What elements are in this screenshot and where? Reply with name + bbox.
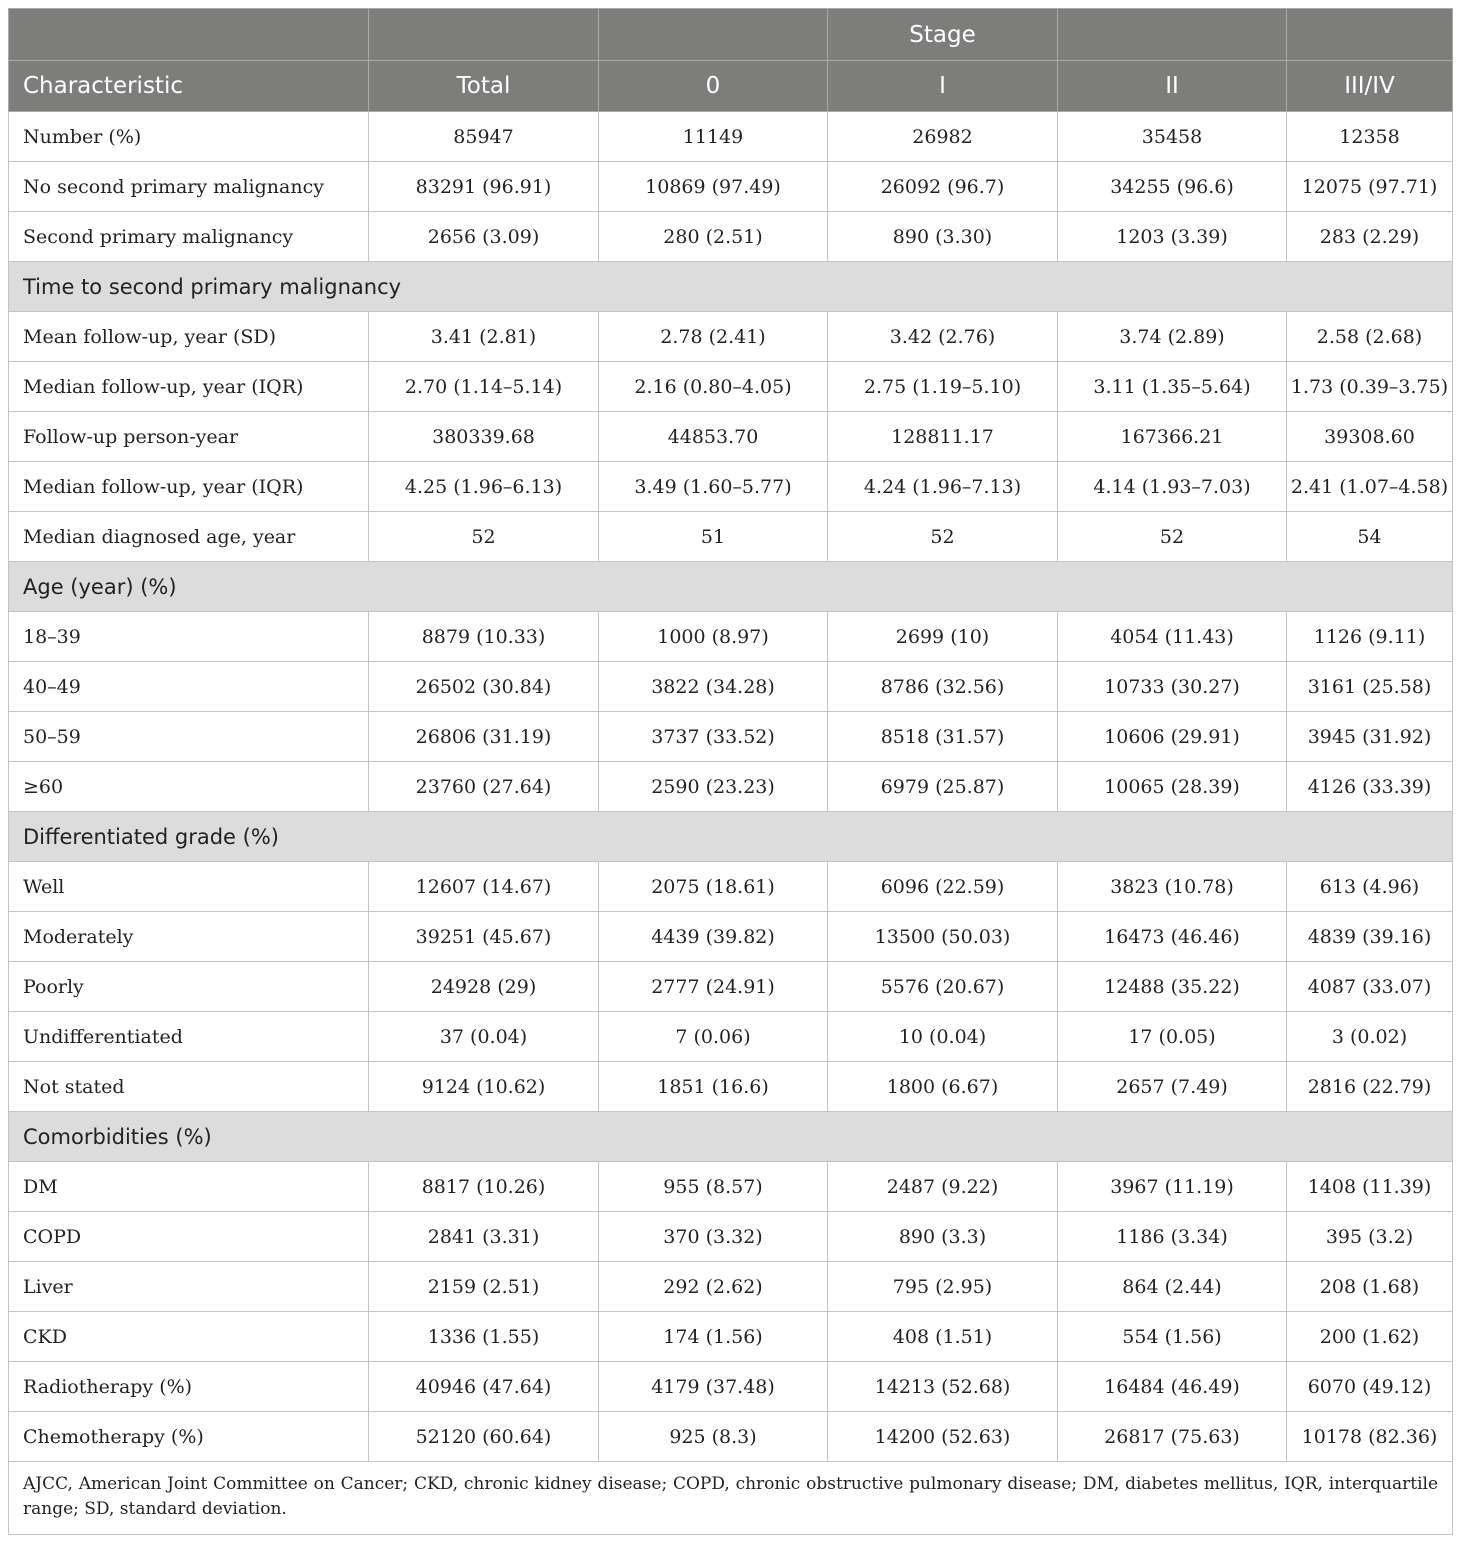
table-cell: 12075 (97.71) — [1287, 162, 1453, 212]
table-cell: 4126 (33.39) — [1287, 762, 1453, 812]
table-cell: 54 — [1287, 512, 1453, 562]
table-cell: 3945 (31.92) — [1287, 712, 1453, 762]
table-cell: 2777 (24.91) — [599, 962, 828, 1012]
table-body — [9, 112, 1453, 1462]
row-label: COPD — [9, 1212, 369, 1262]
row-label: 50–59 — [9, 712, 369, 762]
table-cell: 925 (8.3) — [599, 1412, 828, 1462]
table-cell: 52 — [828, 512, 1058, 562]
row-label: Chemotherapy (%) — [9, 1412, 369, 1462]
table-cell: 26806 (31.19) — [369, 712, 599, 762]
table-cell: 292 (2.62) — [599, 1262, 828, 1312]
table-row — [9, 1362, 1453, 1412]
table-cell: 167366.21 — [1058, 412, 1287, 462]
table-cell: 1000 (8.97) — [599, 612, 828, 662]
table-row — [9, 962, 1453, 1012]
table-cell: 3737 (33.52) — [599, 712, 828, 762]
table-cell: 26982 — [828, 112, 1058, 162]
table-cell: 12488 (35.22) — [1058, 962, 1287, 1012]
table-cell: 128811.17 — [828, 412, 1058, 462]
table-cell: 864 (2.44) — [1058, 1262, 1287, 1312]
row-label: Median follow-up, year (IQR) — [9, 462, 369, 512]
table-cell: 4.14 (1.93–7.03) — [1058, 462, 1287, 512]
table-cell: 2.16 (0.80–4.05) — [599, 362, 828, 412]
table-cell: 85947 — [369, 112, 599, 162]
table-cell: 2487 (9.22) — [828, 1162, 1058, 1212]
table-header — [9, 9, 1453, 112]
row-label: Poorly — [9, 962, 369, 1012]
table-cell: 208 (1.68) — [1287, 1262, 1453, 1312]
row-label: 40–49 — [9, 662, 369, 712]
table-cell: 200 (1.62) — [1287, 1312, 1453, 1362]
row-label: Follow-up person-year — [9, 412, 369, 462]
table-row — [9, 462, 1453, 512]
table-cell: 2.75 (1.19–5.10) — [828, 362, 1058, 412]
table-cell: 2699 (10) — [828, 612, 1058, 662]
section-header-label: Comorbidities (%) — [9, 1112, 1453, 1162]
table-cell: 3.41 (2.81) — [369, 312, 599, 362]
column-header-stage-ii: II — [1058, 61, 1287, 112]
section-header-row — [9, 1112, 1453, 1162]
row-label: Well — [9, 862, 369, 912]
row-label: Median follow-up, year (IQR) — [9, 362, 369, 412]
table-cell: 3161 (25.58) — [1287, 662, 1453, 712]
table-cell: 2590 (23.23) — [599, 762, 828, 812]
table-cell: 2075 (18.61) — [599, 862, 828, 912]
table-container — [8, 8, 1452, 1535]
header-stage-label: Stage — [828, 9, 1058, 61]
section-header-row — [9, 562, 1453, 612]
table-cell: 4179 (37.48) — [599, 1362, 828, 1412]
table-row — [9, 212, 1453, 262]
header-blank-cell — [1058, 9, 1287, 61]
table-row — [9, 1212, 1453, 1262]
section-header-row — [9, 812, 1453, 862]
table-cell: 4054 (11.43) — [1058, 612, 1287, 662]
table-cell: 52120 (60.64) — [369, 1412, 599, 1462]
table-row — [9, 112, 1453, 162]
table-cell: 2841 (3.31) — [369, 1212, 599, 1262]
table-cell: 3823 (10.78) — [1058, 862, 1287, 912]
row-label: No second primary malignancy — [9, 162, 369, 212]
header-blank-cell — [369, 9, 599, 61]
section-header-row — [9, 262, 1453, 312]
table-cell: 16473 (46.46) — [1058, 912, 1287, 962]
table-row — [9, 662, 1453, 712]
table-row — [9, 162, 1453, 212]
header-blank-cell — [599, 9, 828, 61]
table-row — [9, 1412, 1453, 1462]
header-group-row — [9, 9, 1453, 61]
table-cell: 1186 (3.34) — [1058, 1212, 1287, 1262]
row-label: Undifferentiated — [9, 1012, 369, 1062]
column-header-stage-0: 0 — [599, 61, 828, 112]
table-cell: 1126 (9.11) — [1287, 612, 1453, 662]
table-row — [9, 412, 1453, 462]
table-cell: 6096 (22.59) — [828, 862, 1058, 912]
table-cell: 3 (0.02) — [1287, 1012, 1453, 1062]
table-cell: 12358 — [1287, 112, 1453, 162]
table-cell: 1800 (6.67) — [828, 1062, 1058, 1112]
table-cell: 2657 (7.49) — [1058, 1062, 1287, 1112]
table-row — [9, 1012, 1453, 1062]
table-cell: 10733 (30.27) — [1058, 662, 1287, 712]
row-label: Liver — [9, 1262, 369, 1312]
table-cell: 34255 (96.6) — [1058, 162, 1287, 212]
table-cell: 4439 (39.82) — [599, 912, 828, 962]
table-row — [9, 712, 1453, 762]
table-cell: 2.41 (1.07–4.58) — [1287, 462, 1453, 512]
table-cell: 10606 (29.91) — [1058, 712, 1287, 762]
table-cell: 39308.60 — [1287, 412, 1453, 462]
table-row — [9, 862, 1453, 912]
table-cell: 24928 (29) — [369, 962, 599, 1012]
row-label: 18–39 — [9, 612, 369, 662]
table-cell: 16484 (46.49) — [1058, 1362, 1287, 1412]
table-cell: 554 (1.56) — [1058, 1312, 1287, 1362]
footnote-row — [9, 1462, 1453, 1535]
row-label: Second primary malignancy — [9, 212, 369, 262]
table-row — [9, 1062, 1453, 1112]
table-cell: 280 (2.51) — [599, 212, 828, 262]
row-label: DM — [9, 1162, 369, 1212]
table-cell: 26092 (96.7) — [828, 162, 1058, 212]
table-cell: 2159 (2.51) — [369, 1262, 599, 1312]
table-cell: 23760 (27.64) — [369, 762, 599, 812]
row-label: Not stated — [9, 1062, 369, 1112]
table-cell: 1408 (11.39) — [1287, 1162, 1453, 1212]
header-blank-cell — [1287, 9, 1453, 61]
column-header-stage-iii-iv: III/IV — [1287, 61, 1453, 112]
table-row — [9, 612, 1453, 662]
table-cell: 44853.70 — [599, 412, 828, 462]
table-cell: 795 (2.95) — [828, 1262, 1058, 1312]
footnote: AJCC, American Joint Committee on Cancer; CKD, chronic kidney disease; COPD, chronic obstructive pulmonary disease; DM, diabetes mellitus, IQR, interquartile range; SD, standard deviation. — [9, 1462, 1453, 1535]
table-row — [9, 362, 1453, 412]
table-cell: 10869 (97.49) — [599, 162, 828, 212]
table-cell: 2.70 (1.14–5.14) — [369, 362, 599, 412]
header-column-row — [9, 61, 1453, 112]
column-header-stage-i: I — [828, 61, 1058, 112]
table-cell: 8817 (10.26) — [369, 1162, 599, 1212]
table-cell: 3.42 (2.76) — [828, 312, 1058, 362]
section-header-label: Age (year) (%) — [9, 562, 1453, 612]
table-cell: 174 (1.56) — [599, 1312, 828, 1362]
table-cell: 890 (3.3) — [828, 1212, 1058, 1262]
table-cell: 1851 (16.6) — [599, 1062, 828, 1112]
table-row — [9, 1162, 1453, 1212]
table-cell: 26817 (75.63) — [1058, 1412, 1287, 1462]
table-cell: 8879 (10.33) — [369, 612, 599, 662]
table-row — [9, 912, 1453, 962]
table-cell: 370 (3.32) — [599, 1212, 828, 1262]
table-cell: 8518 (31.57) — [828, 712, 1058, 762]
table-cell: 10178 (82.36) — [1287, 1412, 1453, 1462]
table-cell: 613 (4.96) — [1287, 862, 1453, 912]
table-cell: 3.49 (1.60–5.77) — [599, 462, 828, 512]
table-cell: 3822 (34.28) — [599, 662, 828, 712]
table-cell: 11149 — [599, 112, 828, 162]
table-cell: 1336 (1.55) — [369, 1312, 599, 1362]
row-label: CKD — [9, 1312, 369, 1362]
table-cell: 10 (0.04) — [828, 1012, 1058, 1062]
row-label: ≥60 — [9, 762, 369, 812]
table-cell: 4.25 (1.96–6.13) — [369, 462, 599, 512]
table-cell: 4.24 (1.96–7.13) — [828, 462, 1058, 512]
table-cell: 283 (2.29) — [1287, 212, 1453, 262]
table-row — [9, 312, 1453, 362]
table-cell: 4839 (39.16) — [1287, 912, 1453, 962]
table-cell: 51 — [599, 512, 828, 562]
table-cell: 2.58 (2.68) — [1287, 312, 1453, 362]
table-cell: 37 (0.04) — [369, 1012, 599, 1062]
section-header-label: Differentiated grade (%) — [9, 812, 1453, 862]
table-cell: 10065 (28.39) — [1058, 762, 1287, 812]
table-cell: 5576 (20.67) — [828, 962, 1058, 1012]
table-cell: 1203 (3.39) — [1058, 212, 1287, 262]
table-cell: 2656 (3.09) — [369, 212, 599, 262]
characteristics-table — [8, 8, 1453, 1535]
header-blank-cell — [9, 9, 369, 61]
table-cell: 17 (0.05) — [1058, 1012, 1287, 1062]
table-cell: 395 (3.2) — [1287, 1212, 1453, 1262]
table-row — [9, 512, 1453, 562]
table-cell: 1.73 (0.39–3.75) — [1287, 362, 1453, 412]
table-cell: 408 (1.51) — [828, 1312, 1058, 1362]
table-cell: 7 (0.06) — [599, 1012, 828, 1062]
table-cell: 35458 — [1058, 112, 1287, 162]
table-cell: 14200 (52.63) — [828, 1412, 1058, 1462]
table-footer — [9, 1462, 1453, 1535]
table-cell: 380339.68 — [369, 412, 599, 462]
table-cell: 52 — [369, 512, 599, 562]
table-row — [9, 1262, 1453, 1312]
table-cell: 8786 (32.56) — [828, 662, 1058, 712]
row-label: Moderately — [9, 912, 369, 962]
table-cell: 12607 (14.67) — [369, 862, 599, 912]
table-cell: 83291 (96.91) — [369, 162, 599, 212]
row-label: Mean follow-up, year (SD) — [9, 312, 369, 362]
table-cell: 2.78 (2.41) — [599, 312, 828, 362]
table-cell: 890 (3.30) — [828, 212, 1058, 262]
table-cell: 13500 (50.03) — [828, 912, 1058, 962]
table-cell: 39251 (45.67) — [369, 912, 599, 962]
column-header-total: Total — [369, 61, 599, 112]
table-cell: 6979 (25.87) — [828, 762, 1058, 812]
row-label: Number (%) — [9, 112, 369, 162]
table-row — [9, 1312, 1453, 1362]
table-cell: 6070 (49.12) — [1287, 1362, 1453, 1412]
table-cell: 955 (8.57) — [599, 1162, 828, 1212]
row-label: Radiotherapy (%) — [9, 1362, 369, 1412]
table-cell: 4087 (33.07) — [1287, 962, 1453, 1012]
table-cell: 26502 (30.84) — [369, 662, 599, 712]
section-header-label: Time to second primary malignancy — [9, 262, 1453, 312]
table-cell: 2816 (22.79) — [1287, 1062, 1453, 1112]
table-cell: 9124 (10.62) — [369, 1062, 599, 1112]
table-cell: 14213 (52.68) — [828, 1362, 1058, 1412]
table-row — [9, 762, 1453, 812]
table-cell: 52 — [1058, 512, 1287, 562]
table-cell: 40946 (47.64) — [369, 1362, 599, 1412]
column-header-characteristic: Characteristic — [9, 61, 369, 112]
table-cell: 3.74 (2.89) — [1058, 312, 1287, 362]
row-label: Median diagnosed age, year — [9, 512, 369, 562]
table-cell: 3.11 (1.35–5.64) — [1058, 362, 1287, 412]
table-cell: 3967 (11.19) — [1058, 1162, 1287, 1212]
